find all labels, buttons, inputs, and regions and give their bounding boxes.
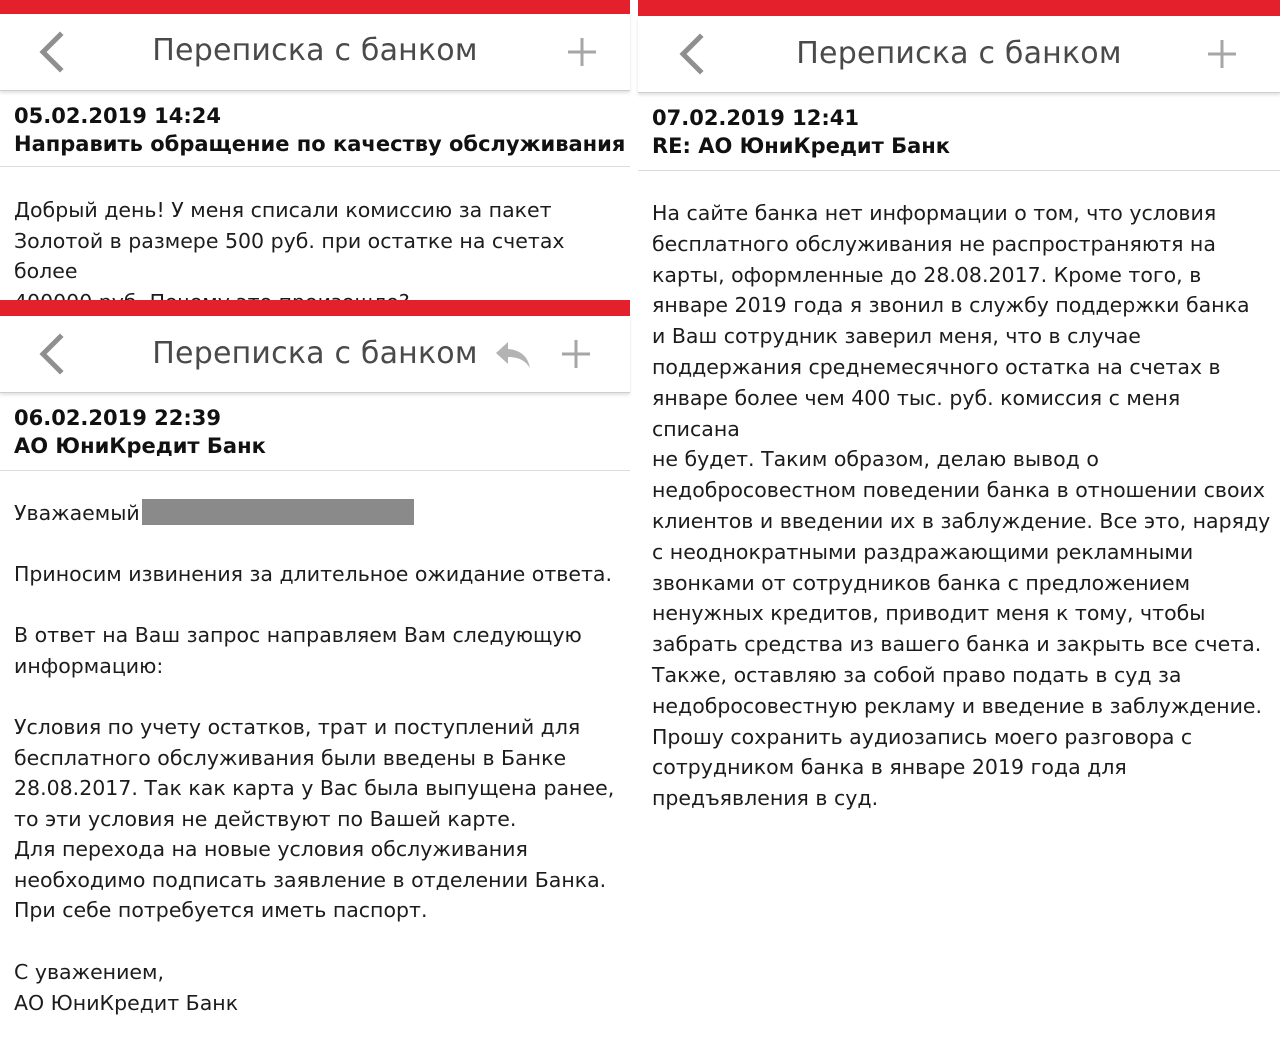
divider [638, 170, 1280, 171]
status-bar [638, 0, 1280, 16]
message-date: 07.02.2019 12:41 [652, 106, 860, 130]
app-header [638, 16, 1280, 93]
message-meta [14, 404, 620, 460]
message-meta [14, 102, 626, 158]
message-intro: В ответ на Ваш запрос направляем Вам следующую информацию: [14, 623, 582, 678]
message-greeting [14, 498, 622, 529]
status-bar [0, 0, 630, 14]
message-date: 05.02.2019 14:24 [14, 104, 222, 128]
add-button[interactable] [1206, 38, 1238, 70]
plus-icon [560, 338, 592, 370]
divider [0, 470, 630, 471]
plus-icon [566, 36, 598, 68]
message-body: На сайте банка нет информации о том, что условия бесплатного обслуживания не распространяютя на карты, оформленные до 28.08.2017. Кроме того, в январе 2019 года я звонил в службу поддержки банка и Ваш сотрудник заверил меня, что в случае поддержания среднемесячного остатка на счетах в январе более чем 400 тыс. руб. комиссия с меня списана не будет. Таким образом, делаю вывод о недобросовестном поведении банка в отношении своих клиентов и введении их в заблуждение. Все это, наряду с неоднократными раздражающими рекламными звонками от сотрудников банка с предложением ненужных кредитов, приводит меня к тому, чтобы забрать средства из вашего банка и закрыть все счета. Также, оставляю за собой право подать в суд за недобросовестную рекламу и введение в заблуждение. Прошу сохранить аудиозапись моего разговора с сотрудником банка в январе 2019 года для предъявления в суд. [652, 201, 1271, 811]
message-meta [652, 104, 1270, 160]
page-title: Переписка с банком [152, 33, 478, 68]
message-apology: Приносим извинения за длительное ожидание ответа. [14, 562, 613, 586]
message-body: Добрый день! У меня списали комиссию за пакет Золотой в размере 500 руб. при остатке на счетах более [14, 198, 565, 283]
message-subject: Направить обращение по качеству обслуживания [14, 132, 626, 156]
screen-2 [0, 300, 630, 1044]
plus-icon [1206, 38, 1238, 70]
divider [0, 166, 630, 167]
page-title: Переписка с банком [796, 36, 1122, 71]
status-bar [0, 300, 630, 316]
app-header [0, 14, 630, 91]
add-button[interactable] [566, 36, 598, 68]
reply-button[interactable] [494, 340, 532, 370]
message-subject: RE: АО ЮниКредит Банк [652, 134, 951, 158]
reply-icon [494, 340, 532, 370]
message-subject: АО ЮниКредит Банк [14, 434, 266, 458]
greeting-text: Уважаемый [14, 501, 140, 525]
add-button[interactable] [560, 338, 592, 370]
message-closing: С уважением, [14, 960, 165, 984]
screen-1 [0, 0, 630, 300]
app-header [0, 316, 630, 393]
message-signature: АО ЮниКредит Банк [14, 991, 239, 1015]
page-title: Переписка с банком [152, 336, 478, 371]
screen-3 [638, 0, 1280, 1044]
redacted-name [142, 499, 414, 525]
message-date: 06.02.2019 22:39 [14, 406, 222, 430]
message-conditions: Условия по учету остатков, трат и поступлений для бесплатного обслуживания были введены в Банке 28.08.2017. Так как карта у Вас была выпущена ранее, то эти условия не действуют по Вашей карте. Для перехода на новые условия обслуживания необходимо подписать заявление в отделении Банка. При себе потребуется иметь паспорт. [14, 715, 615, 922]
